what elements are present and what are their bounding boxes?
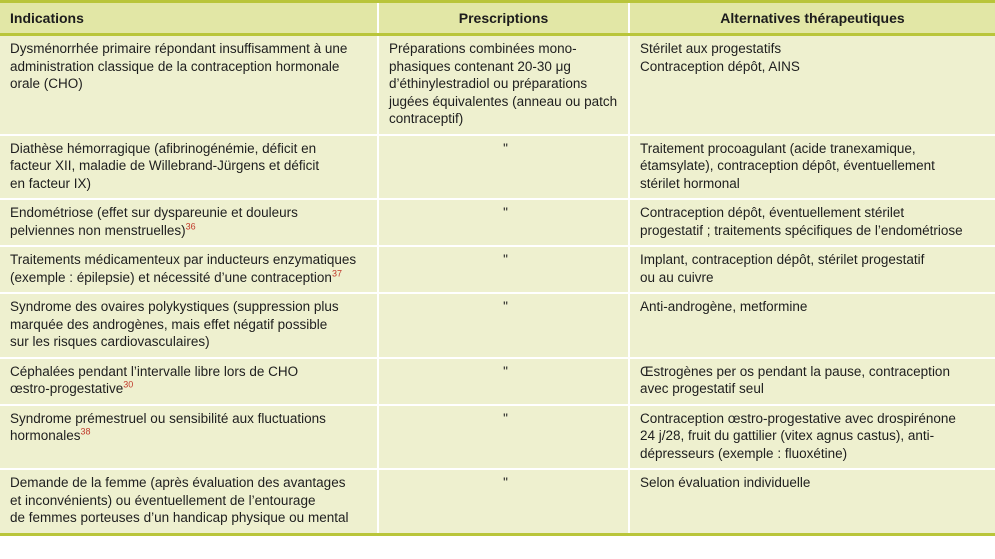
reference-number: 30 xyxy=(123,379,134,390)
prescription-text: " xyxy=(503,299,508,314)
prescription-text: " xyxy=(503,363,508,379)
indication-text: Céphalées pendant l’intervalle libre lors de CHO œstro-progestative xyxy=(10,363,299,396)
alternative-text: Implant, contraception dépôt, stérilet progestatif ou au cuivre xyxy=(640,252,925,285)
reference-number: 36 xyxy=(185,221,196,231)
prescription-text: " xyxy=(503,410,508,426)
indication-cell xyxy=(0,35,378,135)
indication-cell xyxy=(0,469,378,534)
indication-cell xyxy=(0,293,378,358)
prescription-cell xyxy=(378,135,629,200)
prescription-text: " xyxy=(503,475,508,490)
alternative-cell xyxy=(629,358,995,405)
indication-cell xyxy=(0,358,378,405)
alternative-cell xyxy=(629,293,995,358)
alternative-text: Anti-androgène, metformine xyxy=(640,299,808,314)
indication-text: Demande de la femme (après évaluation des avantages et inconvénients) ou éventuellement de l’entourage de femmes porteuses d’un handicap physique ou mental xyxy=(10,475,349,525)
prescription-cell xyxy=(378,405,629,470)
alternative-cell xyxy=(629,246,995,293)
reference-number: 38 xyxy=(80,426,91,437)
header-alternatives: Alternatives thérapeutiques xyxy=(629,2,995,35)
table-row xyxy=(0,405,995,470)
table-row xyxy=(0,246,995,293)
alternative-text: Contraception œstro-progestative avec drospirénone 24 j/28, fruit du gattilier (vitex agnus castus), anti- dépresseurs (exemple : fluoxétine) xyxy=(640,410,956,461)
table-row xyxy=(0,35,995,135)
prescription-cell xyxy=(378,35,629,135)
indication-text: Diathèse hémorragique (afibrinogénémie, déficit en facteur XII, maladie de Willebrand-Jürgens et déficit en facteur IX) xyxy=(10,140,320,191)
alternative-cell xyxy=(629,35,995,135)
table-row xyxy=(0,293,995,358)
indication-cell xyxy=(0,135,378,200)
indication-text: Traitements médicamenteux par inducteurs enzymatiques (exemple : épilepsie) et nécessité d’une contraception xyxy=(10,252,357,285)
alternative-cell xyxy=(629,469,995,534)
alternative-text: Œstrogènes per os pendant la pause, contraception avec progestatif seul xyxy=(640,363,950,396)
prescription-cell xyxy=(378,246,629,293)
table-row xyxy=(0,469,995,534)
alternative-text: Contraception dépôt, éventuellement stérilet progestatif ; traitements spécifiques de l’endométriose xyxy=(640,205,963,238)
prescription-cell xyxy=(378,293,629,358)
prescription-text: " xyxy=(503,252,508,267)
indication-text: Syndrome prémestruel ou sensibilité aux fluctuations hormonales xyxy=(10,410,326,443)
table-row xyxy=(0,358,995,405)
indication-text: Dysménorrhée primaire répondant insuffisamment à une administration classique de la contraception hormonale orale (CHO) xyxy=(10,41,348,91)
prescription-cell xyxy=(378,199,629,246)
table-row xyxy=(0,199,995,246)
indication-cell xyxy=(0,405,378,470)
prescription-cell xyxy=(378,469,629,534)
table-header-row xyxy=(0,2,995,35)
indication-cell xyxy=(0,199,378,246)
alternative-text: Stérilet aux progestatifs Contraception dépôt, AINS xyxy=(640,41,800,74)
prescription-cell xyxy=(378,358,629,405)
indication-cell xyxy=(0,246,378,293)
header-indications: Indications xyxy=(0,2,378,35)
indication-text: Syndrome des ovaires polykystiques (suppression plus marquée des androgènes, mais effet négatif possible sur les risques cardiovasculaires) xyxy=(10,299,339,349)
prescription-text: Préparations combinées mono- phasiques contenant 20-30 μg d’éthinylestradiol ou préparations jugées équivalentes (anneau ou patch contraceptif) xyxy=(389,41,618,126)
reference-number: 37 xyxy=(331,268,342,278)
alternative-cell xyxy=(629,135,995,200)
indication-text: Endométriose (effet sur dyspareunie et douleurs pelviennes non menstruelles) xyxy=(10,205,298,238)
prescription-text: " xyxy=(503,140,508,156)
alternative-cell xyxy=(629,405,995,470)
alternative-cell xyxy=(629,199,995,246)
alternative-text: Selon évaluation individuelle xyxy=(640,475,811,490)
header-prescriptions: Prescriptions xyxy=(378,2,629,35)
prescription-text: " xyxy=(503,205,508,220)
table-row xyxy=(0,135,995,200)
alternative-text: Traitement procoagulant (acide tranexamique, étamsylate), contraception dépôt, éventuellement stérilet hormonal xyxy=(640,140,935,191)
